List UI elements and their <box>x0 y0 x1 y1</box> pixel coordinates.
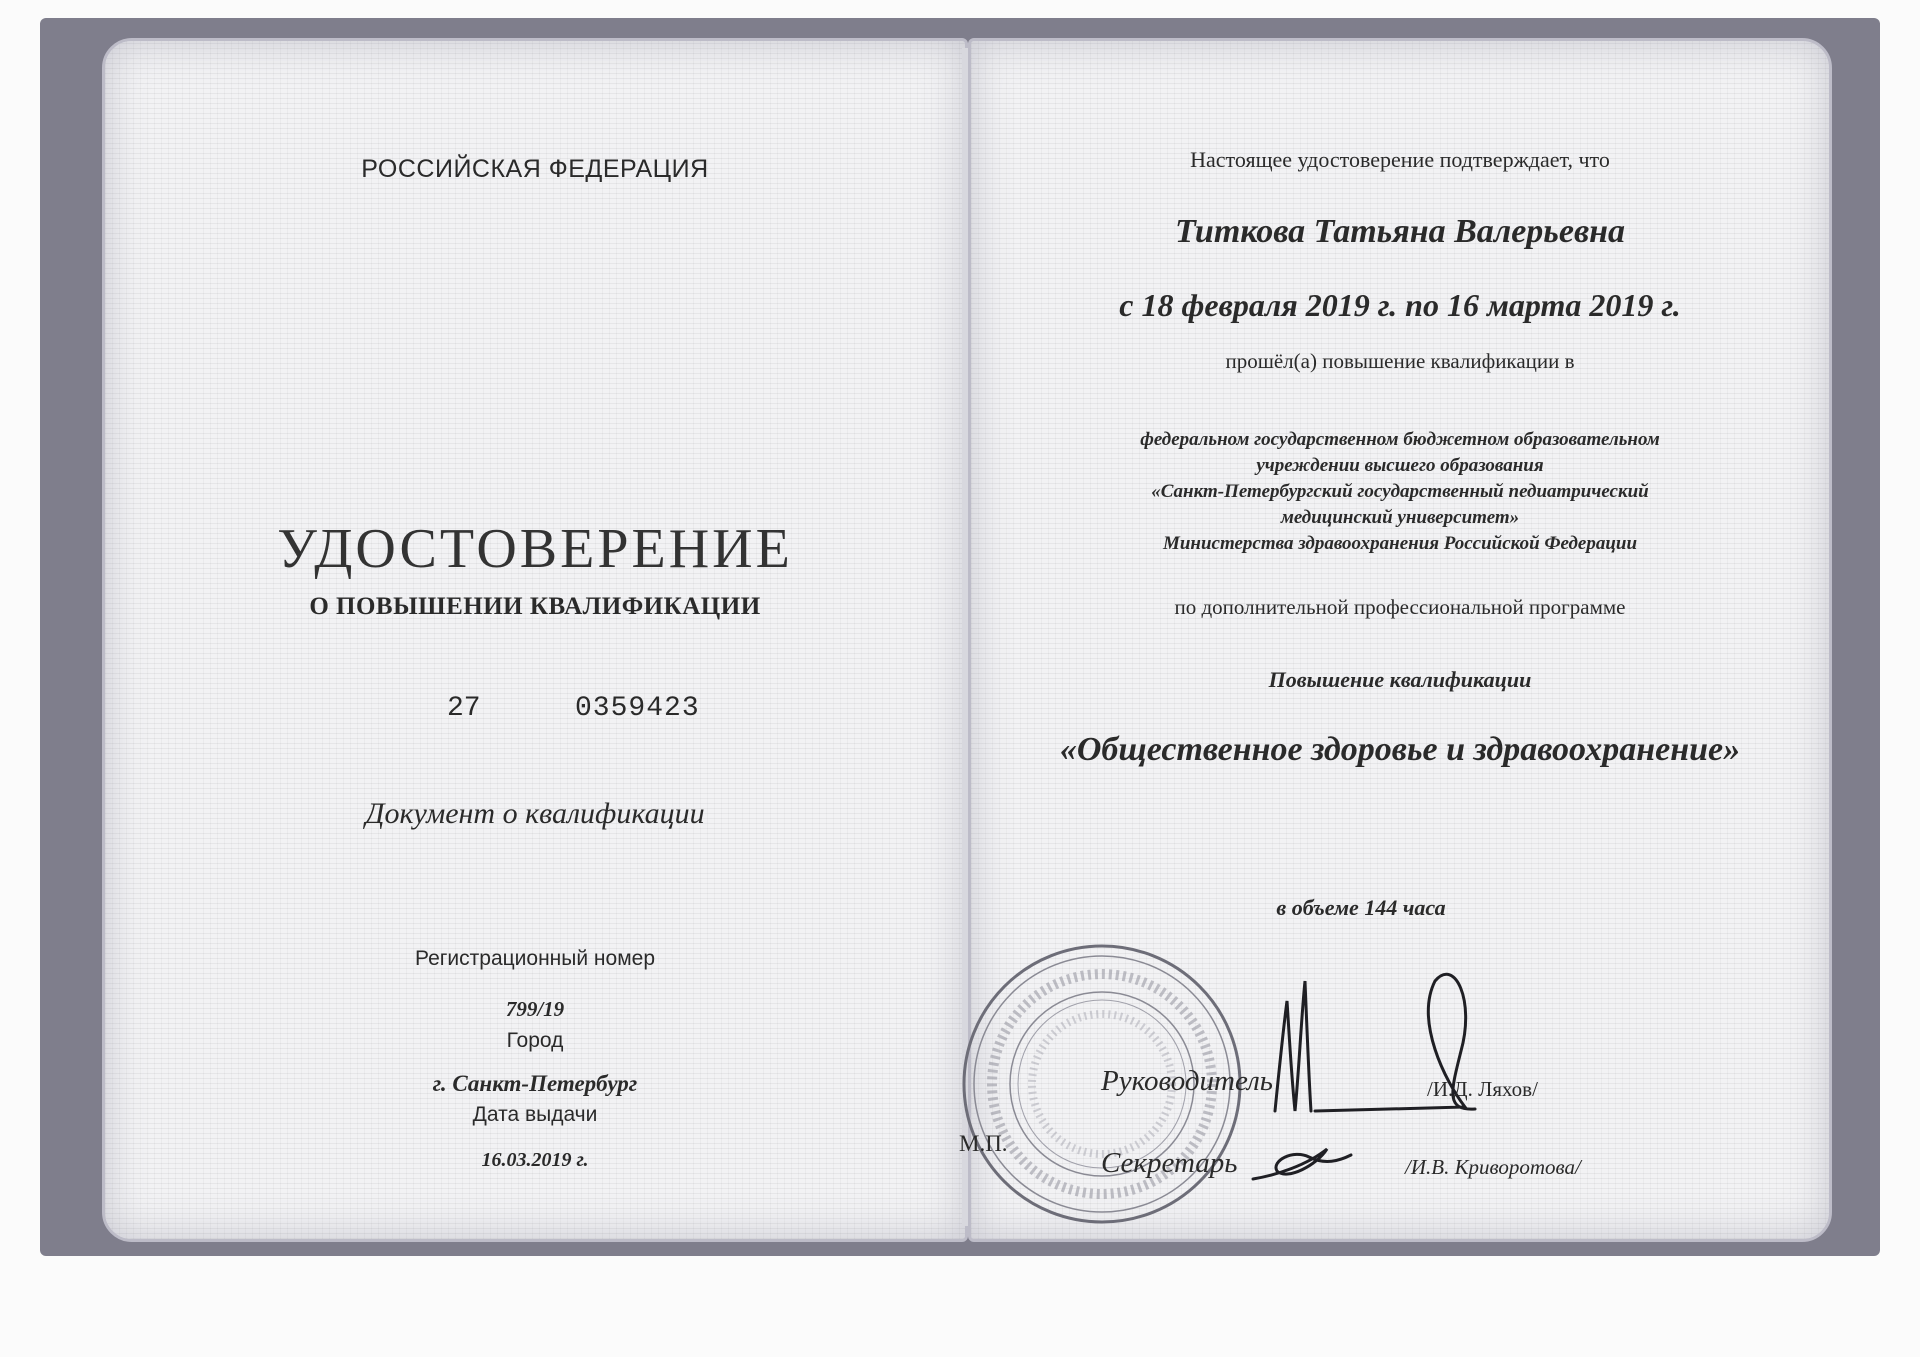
city-value: г. Санкт-Петербург <box>432 1071 638 1096</box>
study-period: с 18 февраля 2019 г. по 16 марта 2019 г. <box>1119 287 1681 323</box>
country-heading: РОССИЙСКАЯ ФЕДЕРАЦИЯ <box>361 155 709 183</box>
registration-label: Регистрационный номер <box>415 947 655 970</box>
document-title: УДОСТОВЕРЕНИЕ <box>277 518 793 580</box>
program-type: Повышение квалификации <box>1268 667 1532 692</box>
organization-line: учреждении высшего образования <box>1256 455 1544 476</box>
city-label: Город <box>506 1029 564 1052</box>
issue-date: 16.03.2019 г. <box>481 1149 589 1171</box>
confirm-text: Настоящее удостоверение подтверждает, что <box>1190 147 1610 172</box>
issue-date-label: Дата выдачи <box>472 1103 598 1126</box>
secretary-signature <box>1247 1135 1357 1191</box>
organization-line: «Санкт-Петербургский государственный педиатрический <box>1151 481 1649 502</box>
document-type: Документ о квалификации <box>365 797 705 830</box>
left-page <box>102 38 968 1242</box>
certificate-spread <box>40 18 1880 1256</box>
organization-line: федеральном государственном бюджетном образовательном <box>1140 429 1660 450</box>
passed-text: прошёл(а) повышение квалификации в <box>1225 349 1575 373</box>
program-label: по дополнительной профессиональной программе <box>1174 595 1626 619</box>
document-subtitle: О ПОВЫШЕНИИ КВАЛИФИКАЦИИ <box>309 593 761 620</box>
stamp-label: М.П. <box>959 1131 1008 1156</box>
right-page <box>959 38 1832 1242</box>
program-volume: в объеме 144 часа <box>1276 895 1446 920</box>
person-name: Титкова Татьяна Валерьевна <box>1174 213 1626 250</box>
organization-line: медицинский университет» <box>1280 507 1520 528</box>
secretary-name: /И.В. Криворотова/ <box>1405 1155 1581 1179</box>
document-number: 0359423 <box>575 693 700 724</box>
program-name: «Общественное здоровье и здравоохранение» <box>1059 731 1741 768</box>
head-role: Руководитель <box>1101 1065 1273 1097</box>
organization-line: Министерства здравоохранения Российской Федерации <box>1162 533 1638 554</box>
document-series: 27 <box>447 693 481 724</box>
registration-number: 799/19 <box>505 997 565 1021</box>
head-name: /И.Д. Ляхов/ <box>1427 1077 1538 1101</box>
secretary-role: Секретарь <box>1101 1147 1238 1179</box>
